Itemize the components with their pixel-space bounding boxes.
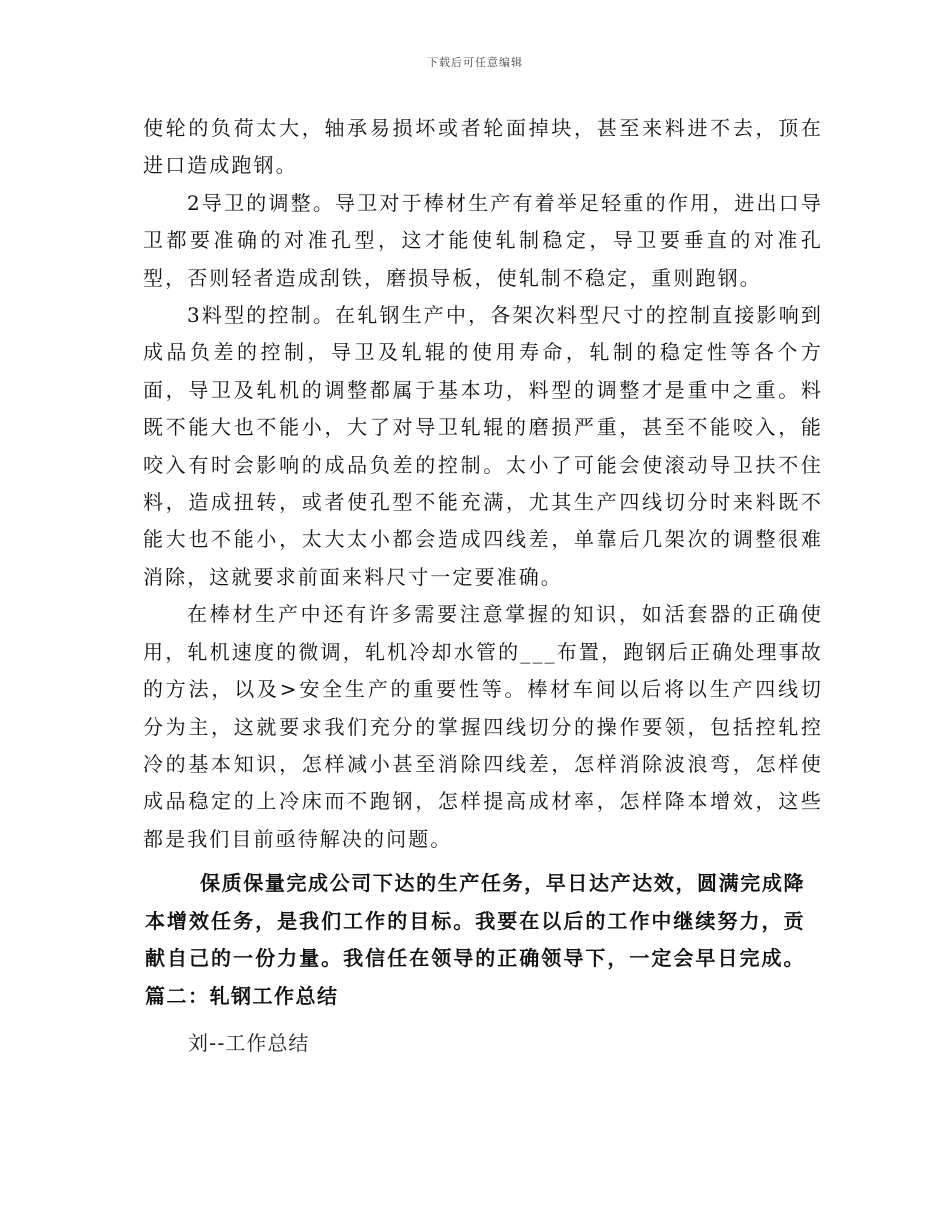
bold-paragraph <box>145 865 805 1015</box>
paragraph-knowledge: 在棒材生产中还有许多需要注意掌握的知识，如活套器的正确使用，轧机速度的微调，轧机冷却水管的___布置，跑钢后正确处理事故的方法，以及>安全生产的重要性等。棒材车间以后将以生产四线切分为主，这就要求我们充分的掌握四线切分的操作要领，包括控轧控冷的基本知识，怎样减小甚至消除四线差，怎样消除波浪弯，怎样使成品稳定的上冷床而不跑钢，怎样提高成材率，怎样降本增效，这些都是我们目前亟待解决的问题。 <box>143 602 823 851</box>
paragraph-guide-adjustment: 2导卫的调整。导卫对于棒材生产有着举足轻重的作用，进出口导卫都要准确的对准孔型，这才能使轧制稳定，导卫要垂直的对准孔型，否则轻者造成刮铁，磨损导板，使轧制不稳定，重则跑钢。 <box>143 190 823 290</box>
page-header: 下载后可任意编辑 <box>427 56 523 69</box>
paragraph-material-control: 3料型的控制。在轧钢生产中，各架次料型尺寸的控制直接影响到成品负差的控制，导卫及轧辊的使用寿命，轧制的稳定性等各个方面，导卫及轧机的调整都属于基本功，料型的调整才是重中之重。料既不能大也不能小，大了对导卫轧辊的磨损严重，甚至不能咬入，能咬入有时会影响的成品负差的控制。太小了可能会使滚动导卫扶不住料，造成扭转，或者使孔型不能充满，尤其生产四线切分时来料既不能大也不能小，太大太小都会造成四线差，单靠后几架次的调整很难消除，这就要求前面来料尺寸一定要准确。 <box>143 303 823 589</box>
bold-paragraph-text: 保质保量完成公司下达的生产任务，早日达产达效，圆满完成降本增效任务，是我们工作的目标。我要在以后的工作中继续努力，贡献自己的一份力量。我信任在领导的正确领导下，一定会早日完成。篇二：轧钢工作总结 <box>145 871 805 1008</box>
sub-title: 刘--工作总结 <box>188 1031 310 1055</box>
paragraph-continued: 使轮的负荷太大，轴承易损坏或者轮面掉块，甚至来料进不去，顶在进口造成跑钢。 <box>143 116 823 178</box>
body-text <box>143 110 823 858</box>
